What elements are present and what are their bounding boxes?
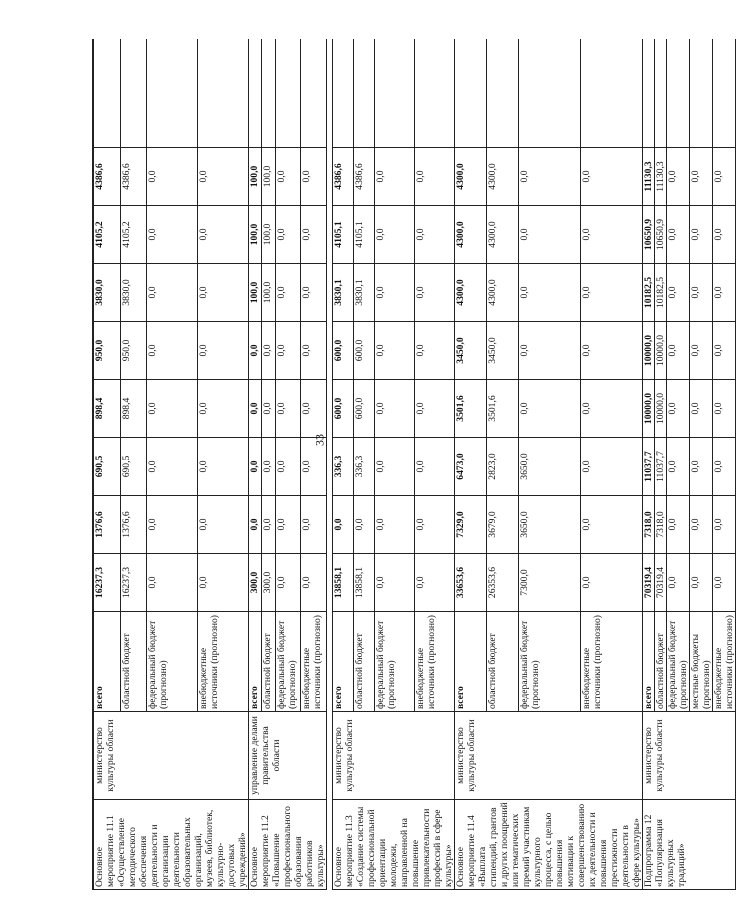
amount-cell: 0,0 (353, 496, 374, 554)
amount-cell: 0,0 (581, 264, 643, 322)
amount-cell: 16237,3 (94, 554, 121, 612)
empty-cell (667, 40, 690, 148)
amount-cell: 4300,0 (487, 264, 519, 322)
amount-cell: 0,0 (262, 322, 275, 380)
amount-cell: 0,0 (519, 148, 581, 206)
amount-cell: 100,0 (262, 148, 275, 206)
amount-cell: 100,0 (249, 264, 262, 322)
amount-cell: 100,0 (262, 206, 275, 264)
amount-cell: 336,3 (353, 438, 374, 496)
amount-cell: 0,0 (374, 322, 414, 380)
amount-cell: 898,4 (94, 380, 121, 438)
amount-cell: 0,0 (581, 554, 643, 612)
measure-name: Основное мероприятие 11.2 «Повышение профессионального образования работников культуры» (249, 800, 327, 890)
amount-cell: 0,0 (275, 264, 301, 322)
amount-cell: 0,0 (198, 206, 249, 264)
amount-cell: 0,0 (249, 322, 262, 380)
funding-source: внебюджетные источники (прогнозно) (301, 612, 327, 712)
amount-cell: 0,0 (275, 206, 301, 264)
amount-cell: 0,0 (667, 496, 690, 554)
page-number: 33 (312, 434, 327, 446)
amount-cell: 0,0 (198, 148, 249, 206)
amount-cell: 4105,2 (120, 206, 147, 264)
amount-cell: 0,0 (581, 496, 643, 554)
amount-cell: 0,0 (147, 496, 198, 554)
amount-cell: 0,0 (198, 322, 249, 380)
amount-cell: 0,0 (147, 322, 198, 380)
amount-cell: 3830,1 (333, 264, 354, 322)
amount-cell: 0,0 (414, 496, 454, 554)
funding-source: всего (455, 612, 487, 712)
amount-cell: 3650,0 (519, 496, 581, 554)
amount-cell: 0,0 (147, 206, 198, 264)
amount-cell: 4386,6 (333, 148, 354, 206)
amount-cell: 950,0 (94, 322, 121, 380)
amount-cell: 3830,0 (94, 264, 121, 322)
amount-cell: 1376,6 (94, 496, 121, 554)
amount-cell: 600,0 (353, 380, 374, 438)
amount-cell: 0,0 (301, 322, 327, 380)
amount-cell: 70319,4 (643, 554, 655, 612)
amount-cell: 0,0 (275, 322, 301, 380)
amount-cell: 3830,1 (353, 264, 374, 322)
amount-cell: 0,0 (713, 438, 736, 496)
funding-source: внебюджетные источники (прогнозно) (713, 612, 736, 712)
amount-cell: 13858,1 (333, 554, 354, 612)
funding-source: областной бюджет (353, 612, 374, 712)
amount-cell: 0,0 (275, 438, 301, 496)
amount-cell: 0,0 (519, 380, 581, 438)
empty-cell (643, 40, 655, 148)
funding-source: внебюджетные источники (прогнозно) (198, 612, 249, 712)
responsible-executor: управление делами правительства области (249, 712, 327, 800)
amount-cell: 0,0 (667, 380, 690, 438)
amount-cell: 1376,6 (120, 496, 147, 554)
amount-cell: 10000,0 (643, 322, 655, 380)
amount-cell: 0,0 (713, 554, 736, 612)
amount-cell: 0,0 (519, 264, 581, 322)
amount-cell: 300,0 (262, 554, 275, 612)
funding-source: областной бюджет (487, 612, 519, 712)
amount-cell: 3650,0 (519, 438, 581, 496)
empty-cell (275, 40, 301, 148)
amount-cell: 6473,0 (455, 438, 487, 496)
budget-table (92, 39, 736, 890)
amount-cell: 7318,0 (643, 496, 655, 554)
amount-cell: 10650,9 (655, 206, 667, 264)
amount-cell: 16237,3 (120, 554, 147, 612)
amount-cell: 600,0 (353, 322, 374, 380)
funding-source: всего (643, 612, 655, 712)
amount-cell: 300,0 (249, 554, 262, 612)
amount-cell: 0,0 (147, 438, 198, 496)
funding-source: областной бюджет (655, 612, 667, 712)
amount-cell: 2823,0 (487, 438, 519, 496)
amount-cell: 11037,7 (655, 438, 667, 496)
amount-cell: 0,0 (713, 206, 736, 264)
amount-cell: 0,0 (519, 206, 581, 264)
measure-name: Подпрограмма 12 «Популяризация культурных традиций» (643, 800, 736, 890)
amount-cell: 0,0 (147, 148, 198, 206)
amount-cell: 0,0 (667, 438, 690, 496)
amount-cell: 0,0 (198, 264, 249, 322)
amount-cell: 10182,5 (655, 264, 667, 322)
empty-cell (455, 40, 487, 148)
amount-cell: 10000,0 (655, 380, 667, 438)
amount-cell: 10650,9 (643, 206, 655, 264)
funding-source: федеральный бюджет (прогнозно) (519, 612, 581, 712)
amount-cell: 0,0 (713, 264, 736, 322)
amount-cell: 0,0 (301, 264, 327, 322)
amount-cell: 0,0 (414, 148, 454, 206)
amount-cell: 11130,3 (655, 148, 667, 206)
amount-cell: 600,0 (333, 322, 354, 380)
amount-cell: 3450,0 (487, 322, 519, 380)
amount-cell: 0,0 (713, 496, 736, 554)
amount-cell: 0,0 (301, 380, 327, 438)
amount-cell: 4105,2 (94, 206, 121, 264)
empty-cell (94, 40, 121, 148)
amount-cell: 0,0 (690, 380, 713, 438)
empty-cell (487, 40, 519, 148)
funding-source: внебюджетные источники (прогнозно) (581, 612, 643, 712)
table-body (94, 40, 736, 890)
funding-source: всего (249, 612, 262, 712)
empty-cell (333, 40, 354, 148)
measure-name: Основное мероприятие 11.3 «Создание системы профессиональной ориентации молодежи, направленной на повышение привлекательности профессий в сфере культуры» (333, 800, 455, 890)
amount-cell: 0,0 (690, 438, 713, 496)
empty-cell (249, 40, 262, 148)
responsible-executor: министерство культуры области (455, 712, 643, 800)
amount-cell: 4105,1 (333, 206, 354, 264)
amount-cell: 0,0 (333, 496, 354, 554)
amount-cell: 0,0 (198, 438, 249, 496)
funding-source: областной бюджет (262, 612, 275, 712)
amount-cell: 0,0 (414, 206, 454, 264)
funding-source: федеральный бюджет (прогнозно) (275, 612, 301, 712)
amount-cell: 0,0 (249, 380, 262, 438)
amount-cell: 0,0 (374, 438, 414, 496)
amount-cell: 0,0 (414, 264, 454, 322)
empty-cell (301, 40, 327, 148)
amount-cell: 0,0 (301, 206, 327, 264)
amount-cell: 10182,5 (643, 264, 655, 322)
amount-cell: 4300,0 (487, 206, 519, 264)
amount-cell: 0,0 (262, 496, 275, 554)
amount-cell: 10000,0 (655, 322, 667, 380)
measure-name: Основное мероприятие 11.4 «Выплата стипендий, грантов и других поощрений или тематических премий участникам культурного процесса, с целью повышения мотивации к совершенствованию их деятельности и повышения престижности деятельности в сфере культуры» (455, 800, 643, 890)
amount-cell: 0,0 (275, 380, 301, 438)
amount-cell: 0,0 (667, 148, 690, 206)
amount-cell: 0,0 (249, 496, 262, 554)
amount-cell: 0,0 (301, 148, 327, 206)
amount-cell: 3830,0 (120, 264, 147, 322)
table-row (94, 40, 121, 890)
amount-cell: 0,0 (667, 554, 690, 612)
amount-cell: 0,0 (374, 380, 414, 438)
amount-cell: 0,0 (301, 554, 327, 612)
amount-cell: 0,0 (374, 264, 414, 322)
amount-cell: 0,0 (262, 380, 275, 438)
funding-source: внебюджетные источники (прогнозно) (414, 612, 454, 712)
amount-cell: 3679,0 (487, 496, 519, 554)
amount-cell: 7300,0 (519, 554, 581, 612)
amount-cell: 4386,6 (120, 148, 147, 206)
table-row (455, 40, 487, 890)
amount-cell: 0,0 (414, 322, 454, 380)
amount-cell: 0,0 (374, 554, 414, 612)
amount-cell: 0,0 (262, 438, 275, 496)
amount-cell: 0,0 (581, 206, 643, 264)
amount-cell: 0,0 (713, 380, 736, 438)
amount-cell: 0,0 (301, 438, 327, 496)
amount-cell: 13858,1 (353, 554, 374, 612)
responsible-executor: министерство культуры области (643, 712, 736, 800)
amount-cell: 4300,0 (455, 206, 487, 264)
table-row (249, 40, 262, 890)
empty-cell (374, 40, 414, 148)
amount-cell: 0,0 (198, 496, 249, 554)
measure-name: Основное мероприятие 11.1 «Осуществление методического обеспечения деятельности и организации деятельности образовательных организаций, музеев, библиотек, культурно-досуговых учреждений» (94, 800, 249, 890)
amount-cell: 0,0 (275, 496, 301, 554)
empty-cell (262, 40, 275, 148)
empty-cell (519, 40, 581, 148)
funding-source: областной бюджет (120, 612, 147, 712)
amount-cell: 0,0 (581, 438, 643, 496)
amount-cell: 0,0 (713, 148, 736, 206)
amount-cell: 3501,6 (487, 380, 519, 438)
amount-cell: 0,0 (690, 322, 713, 380)
table-row (333, 40, 354, 890)
amount-cell: 0,0 (713, 322, 736, 380)
amount-cell: 0,0 (690, 264, 713, 322)
amount-cell: 4386,6 (94, 148, 121, 206)
amount-cell: 950,0 (120, 322, 147, 380)
funding-source: местные бюджеты (прогнозно) (690, 612, 713, 712)
amount-cell: 4386,6 (353, 148, 374, 206)
amount-cell: 0,0 (581, 380, 643, 438)
empty-cell (655, 40, 667, 148)
funding-source: федеральный бюджет (прогнозно) (374, 612, 414, 712)
amount-cell: 600,0 (333, 380, 354, 438)
amount-cell: 0,0 (414, 554, 454, 612)
funding-source: всего (94, 612, 121, 712)
amount-cell: 0,0 (301, 496, 327, 554)
amount-cell: 0,0 (275, 148, 301, 206)
funding-source: федеральный бюджет (прогнозно) (667, 612, 690, 712)
funding-source: федеральный бюджет (прогнозно) (147, 612, 198, 712)
amount-cell: 100,0 (249, 148, 262, 206)
amount-cell: 0,0 (581, 322, 643, 380)
amount-cell: 0,0 (667, 322, 690, 380)
empty-cell (353, 40, 374, 148)
amount-cell: 0,0 (667, 264, 690, 322)
budget-table-rotated (92, 40, 735, 890)
empty-cell (581, 40, 643, 148)
amount-cell: 11037,7 (643, 438, 655, 496)
amount-cell: 33653,6 (455, 554, 487, 612)
amount-cell: 0,0 (275, 554, 301, 612)
amount-cell: 0,0 (581, 148, 643, 206)
amount-cell: 0,0 (249, 438, 262, 496)
empty-cell (120, 40, 147, 148)
empty-cell (713, 40, 736, 148)
responsible-executor: министерство культуры области (94, 712, 249, 800)
empty-cell (414, 40, 454, 148)
amount-cell: 0,0 (690, 496, 713, 554)
funding-source: всего (333, 612, 354, 712)
amount-cell: 0,0 (198, 380, 249, 438)
empty-cell (198, 40, 249, 148)
amount-cell: 4300,0 (455, 264, 487, 322)
amount-cell: 690,5 (94, 438, 121, 496)
responsible-executor: министерство культуры области (333, 712, 455, 800)
amount-cell: 0,0 (690, 148, 713, 206)
table-row (643, 40, 655, 890)
amount-cell: 100,0 (249, 206, 262, 264)
amount-cell: 0,0 (147, 554, 198, 612)
amount-cell: 0,0 (374, 206, 414, 264)
empty-cell (690, 40, 713, 148)
amount-cell: 26353,6 (487, 554, 519, 612)
amount-cell: 4300,0 (487, 148, 519, 206)
amount-cell: 3501,6 (455, 380, 487, 438)
amount-cell: 4105,1 (353, 206, 374, 264)
amount-cell: 70319,4 (655, 554, 667, 612)
amount-cell: 0,0 (414, 380, 454, 438)
amount-cell: 0,0 (374, 496, 414, 554)
amount-cell: 7318,0 (655, 496, 667, 554)
amount-cell: 11130,3 (643, 148, 655, 206)
amount-cell: 336,3 (333, 438, 354, 496)
amount-cell: 0,0 (147, 264, 198, 322)
amount-cell: 0,0 (519, 322, 581, 380)
amount-cell: 4300,0 (455, 148, 487, 206)
amount-cell: 0,0 (147, 380, 198, 438)
amount-cell: 3450,0 (455, 322, 487, 380)
amount-cell: 898,4 (120, 380, 147, 438)
empty-cell (147, 40, 198, 148)
amount-cell: 10000,0 (643, 380, 655, 438)
amount-cell: 0,0 (198, 554, 249, 612)
amount-cell: 100,0 (262, 264, 275, 322)
amount-cell: 0,0 (374, 148, 414, 206)
amount-cell: 7329,0 (455, 496, 487, 554)
amount-cell: 0,0 (690, 206, 713, 264)
amount-cell: 690,5 (120, 438, 147, 496)
amount-cell: 0,0 (414, 438, 454, 496)
amount-cell: 0,0 (690, 554, 713, 612)
amount-cell: 0,0 (667, 206, 690, 264)
